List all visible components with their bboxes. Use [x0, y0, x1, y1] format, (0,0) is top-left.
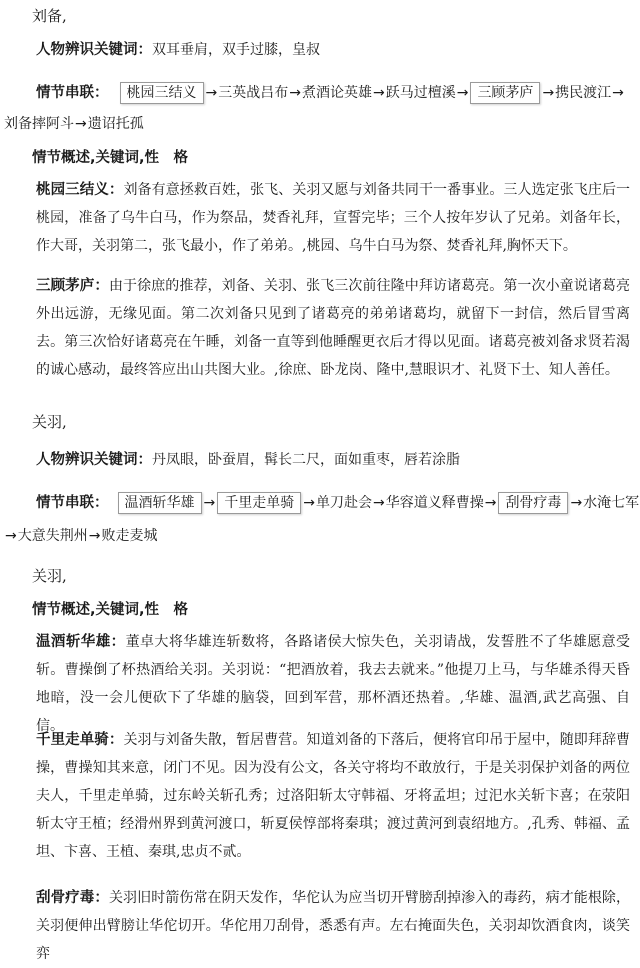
plot-item: 跃马过檀溪	[385, 85, 456, 101]
arrow-right-icon: →	[372, 495, 385, 511]
keywords-label: 人物辨识关键词：	[36, 452, 152, 468]
episode-title: 温酒斩华雄：	[36, 634, 126, 650]
character-name-liubei: 刘备,	[32, 7, 67, 25]
paragraph-wenjiu	[36, 628, 630, 740]
arrow-right-icon: →	[372, 85, 385, 101]
arrow-right-icon: →	[205, 85, 218, 101]
episode-text: 由于徐庶的推荐，刘备、关羽、张飞三次前往隆中拜访诸葛亮。第一次小童说诸葛亮外出远游，无缘见面。第二次刘备只见到了诸葛亮的弟弟诸葛均，就留下一封信，然后冒雪离去。第三次恰好诸葛亮在午睡，刘备一直等到他睡醒更衣后才得以见面。诸葛亮被刘备求贤若渴的诚心感动，最终答应出山共图大业。,徐庶、卧龙岗、隆中,慧眼识才、礼贤下士、知人善任。	[36, 278, 631, 378]
plot-item: 单刀赴会	[315, 495, 372, 511]
plot-item: 煮酒论英雄	[301, 85, 372, 101]
arrow-right-icon: →	[303, 495, 315, 511]
guanyu-keywords-line	[36, 450, 460, 470]
plot-item-boxed: 三顾茅庐	[470, 82, 540, 104]
character-name-guanyu-repeat: 关羽,	[32, 567, 67, 585]
episode-title: 千里走单骑：	[36, 732, 124, 748]
plot-item: 水淹七军	[583, 495, 640, 511]
plot-item-boxed: 温酒斩华雄	[118, 492, 202, 514]
episode-title: 三顾茅庐：	[36, 278, 109, 294]
overview-heading: 情节概述,关键词,性 格	[32, 150, 189, 166]
episode-text: 董卓大将华雄连斩数将，各路诸侯大惊失色，关羽请战，发誓胜不了华雄愿意受斩。曹操倒了杯热酒给关羽。关羽说：“把酒放着，我去去就来。”他提刀上马，与华雄杀得天昏地暗，没一会儿便砍下了华雄的脑袋，回到军营，那杯酒还热着。,华雄、温酒,武艺高强、自信。	[36, 634, 631, 734]
liubei-keywords-line	[36, 40, 320, 60]
liubei-keywords: 双耳垂肩，双手过膝，皇叔	[152, 42, 320, 58]
guanyu-keywords: 丹凤眼，卧蚕眉，髯长二尺，面如重枣，唇若涂脂	[152, 452, 460, 468]
plot-item: 败走麦城	[101, 528, 158, 544]
overview-heading: 情节概述,关键词,性 格	[32, 602, 189, 618]
episode-title: 桃园三结义：	[36, 182, 124, 198]
arrow-right-icon: →	[289, 85, 301, 101]
liubei-plot-chain-continued	[4, 114, 144, 134]
guanyu-plot-chain	[36, 492, 639, 514]
plot-item: 刘备摔阿斗	[4, 116, 74, 132]
arrow-right-icon: →	[203, 495, 216, 511]
plot-item-boxed: 桃园三结义	[120, 82, 204, 104]
episode-text: 关羽旧时箭伤常在阴天发作，华佗认为应当切开臂膀刮掉渗入的毒药，病才能根除，关羽便伸出臂膀让华佗切开。华佗用刀刮骨，悉悉有声。左右掩面失色，关羽却饮酒食肉，谈笑弈	[36, 890, 631, 962]
character-name-guanyu: 关羽,	[32, 413, 67, 431]
arrow-right-icon: →	[5, 528, 17, 544]
plot-item: 华容道义释曹操	[385, 495, 484, 511]
paragraph-guagu	[36, 884, 631, 962]
paragraph-qianli	[36, 726, 630, 866]
liubei-plot-chain	[36, 82, 625, 104]
arrow-right-icon: →	[570, 495, 583, 511]
paragraph-sangu	[36, 272, 630, 384]
plot-item: 携民渡江	[555, 85, 612, 101]
keywords-label: 人物辨识关键词：	[36, 42, 152, 58]
episode-text: 关羽与刘备失散，暂居曹营。知道刘备的下落后，便将官印吊于屋中，随即拜辞曹操，曹操知其来意，闭门不见。因为没有公文，各关守将均不敢放行，于是关羽保护刘备的两位夫人，千里走单骑，过东岭关斩孔秀；过洛阳斩太守韩福、牙将孟坦；过汜水关斩卞喜；在荥阳斩太守王植；经滑州界到黄河渡口，斩夏侯惇部将秦琪；渡过黄河到袁绍地方。,孔秀、韩福、孟坦、卞喜、王植、秦琪,忠贞不贰。	[36, 732, 631, 860]
paragraph-taoyuan	[36, 176, 630, 260]
arrow-right-icon: →	[456, 85, 469, 101]
episode-text: 刘备有意拯救百姓，张飞、关羽又愿与刘备共同干一番事业。三人选定张飞庄后一桃园，准备了乌牛白马，作为祭品，焚香礼拜，宣誓完毕；三个人按年岁认了兄弟。刘备年长，作大哥，关羽第二，张飞最小，作了弟弟。,桃园、乌牛白马为祭、焚香礼拜,胸怀天下。	[36, 182, 631, 254]
episode-title: 刮骨疗毒：	[36, 890, 109, 906]
plot-item: 遗诏托孤	[87, 116, 144, 132]
arrow-right-icon: →	[88, 528, 101, 544]
plot-label: 情节串联：	[36, 85, 109, 101]
arrow-right-icon: →	[484, 495, 497, 511]
plot-item-boxed: 刮骨疗毒	[498, 492, 568, 514]
arrow-right-icon: →	[612, 85, 624, 101]
arrow-right-icon: →	[75, 116, 87, 132]
plot-item: 大意失荆州	[17, 528, 88, 544]
arrow-right-icon: →	[542, 85, 555, 101]
plot-item-boxed: 千里走单骑	[217, 492, 301, 514]
guanyu-plot-chain-continued	[4, 526, 157, 546]
plot-label: 情节串联：	[36, 495, 109, 511]
plot-item: 三英战吕布	[218, 85, 289, 101]
